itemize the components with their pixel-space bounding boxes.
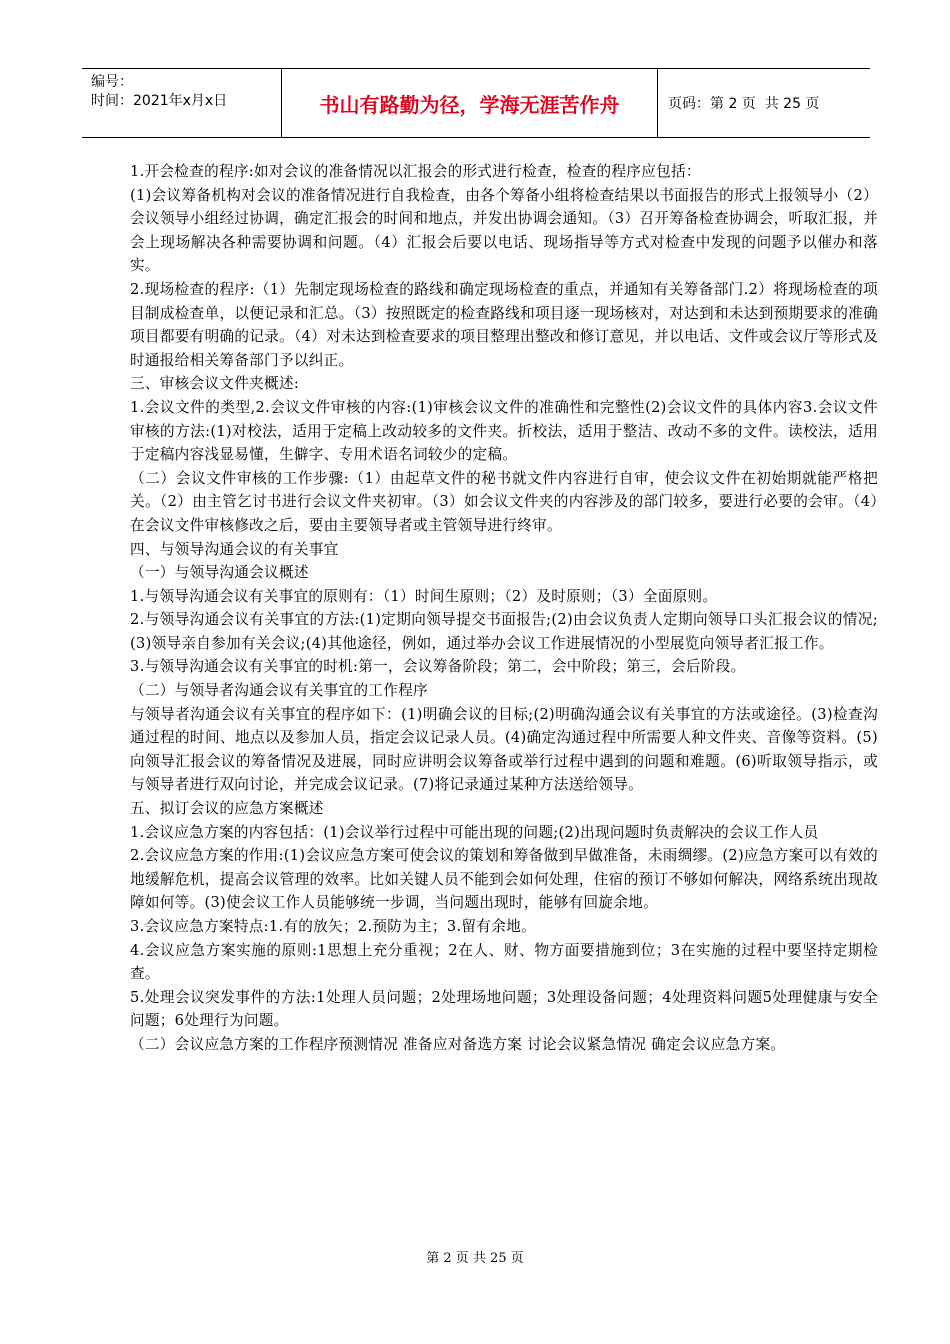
document-date-label: 时间：2021年x月x日 xyxy=(91,93,228,109)
header-motto: 书山有路勤为径，学海无涯苦作舟 xyxy=(282,69,658,137)
paragraph: (1)会议筹备机构对会议的准备情况进行自我检查，由各个筹备小组将检查结果以书面报告的形式上报领导小（2）会议领导小组经过协调，确定汇报会的时间和地点，并发出协调会通知。（3）召开筹备检查协调会，听取汇报，并会上现场解决各种需要协调和问题。（4）汇报会后要以电话、现场指导等方式对检查中发现的问题予以催办和落实。 xyxy=(130,186,878,275)
paragraph: 2.现场检查的程序:（1）先制定现场检查的路线和确定现场检查的重点，并通知有关筹备部门.2）将现场检查的项目制成检查单，以便记录和汇总。（3）按照既定的检查路线和项目逐一现场核对，对达到和未达到预期要求的准确项目都要有明确的记录。（4）对未达到检查要求的项目整理出整改和修订意见，并以电话、文件或会议厅等形式及时通报给相关筹备部门予以纠正。 xyxy=(130,280,878,369)
paragraph: 1.会议应急方案的内容包括：(1)会议举行过程中可能出现的问题;(2)出现问题时负责解决的会议工作人员 xyxy=(130,823,819,841)
paragraph: （二）会议文件审核的工作步骤:（1）由起草文件的秘书就文件内容进行自审，使会议文件在初始期就能严格把关。（2）由主管乞讨书进行会议文件夹初审。（3）如会议文件夹的内容涉及的部门较多，要进行必要的会审。（4）在会议文件审核修改之后，要由主要领导者或主管领导进行终审。 xyxy=(130,469,878,534)
paragraph: 1.会议文件的类型,2.会议文件审核的内容:(1)审核会议文件的准确性和完整性(2)会议文件的具体内容3.会议文件审核的方法:(1)对校法，适用于定稿上改动较多的文件夹。折校法，适用于整洁、改动不多的文件。读校法，适用于定稿内容浅显易懂，生僻字、专用术语名词较少的定稿。 xyxy=(130,398,878,464)
paragraph: 1.与领导沟通会议有关事宜的原则有：（1）时间生原则；（2）及时原则；（3）全面原则。 xyxy=(130,587,718,605)
paragraph: 2.会议应急方案的作用:(1)会议应急方案可使会议的策划和筹备做到早做准备，未雨绸缪。(2)应急方案可以有效的地缓解危机，提高会议管理的效率。比如关键人员不能到会如何处理，住宿的预订不够如何解决，网络系统出现故障如何等。(3)使会议工作人员能够统一步调，当问题出现时，能够有回旋余地。 xyxy=(130,847,879,912)
paragraph: 2.与领导沟通会议有关事宜的方法:(1)定期向领导提交书面报告;(2)由会议负责人定期向领导口头汇报会议的情况;(3)领导亲自参加有关会议;(4)其他途径，例如，通过举办会议工作进展情况的小型展览向领导者汇报工作。 xyxy=(130,611,878,652)
section-heading: 三、审核会议文件夹概述: xyxy=(130,375,300,393)
section-heading: 五、拟订会议的应急方案概述 xyxy=(130,800,324,818)
page-footer: 第 2 页 共 25 页 xyxy=(426,1251,524,1266)
document-body xyxy=(130,160,878,1057)
document-number-label: 编号： xyxy=(91,74,133,90)
header-meta xyxy=(82,69,282,137)
subsection-heading: （二）与领导者沟通会议有关事宜的工作程序 xyxy=(130,682,428,700)
page-header xyxy=(82,68,870,138)
paragraph: 与领导者沟通会议有关事宜的程序如下：(1)明确会议的目标;(2)明确沟通会议有关事宜的方法或途径。(3)检查沟通过程的时间、地点以及参加人员，指定会议记录人员。(4)确定沟通过程中所需要人种文件夹、音像等资料。(5)向领导汇报会议的筹备情况及进展，同时应讲明会议筹备或举行过程中遇到的问题和难题。(6)听取领导指示，或与领导者进行双向讨论，并完成会议记录。(7)将记录通过某种方法送给领导。 xyxy=(130,705,878,794)
paragraph: 3.与领导沟通会议有关事宜的时机:第一，会议筹备阶段；第二，会中阶段；第三，会后阶段。 xyxy=(130,658,746,676)
subsection-heading: （一）与领导沟通会议概述 xyxy=(130,564,309,582)
header-page-info xyxy=(658,69,870,137)
paragraph: （二）会议应急方案的工作程序预测情况 准备应对备选方案 讨论会议紧急情况 确定会议应急方案。 xyxy=(130,1035,786,1053)
paragraph: 5.处理会议突发事件的方法:1处理人员问题；2处理场地问题；3处理设备问题；4处理资料问题5处理健康与安全问题；6处理行为问题。 xyxy=(130,988,878,1030)
section-heading: 四、与领导沟通会议的有关事宜 xyxy=(130,540,339,558)
paragraph: 1.开会检查的程序:如对会议的准备情况以汇报会的形式进行检查，检查的程序应包括： xyxy=(130,163,701,180)
paragraph: 4.会议应急方案实施的原则:1思想上充分重视；2在人、财、物方面要措施到位；3在实施的过程中要坚持定期检查。 xyxy=(130,941,878,983)
paragraph: 3.会议应急方案特点:1.有的放矢；2.预防为主；3.留有余地。 xyxy=(130,918,536,935)
page-info-text: 页码：第 2 页 共 25 页 xyxy=(668,96,820,112)
